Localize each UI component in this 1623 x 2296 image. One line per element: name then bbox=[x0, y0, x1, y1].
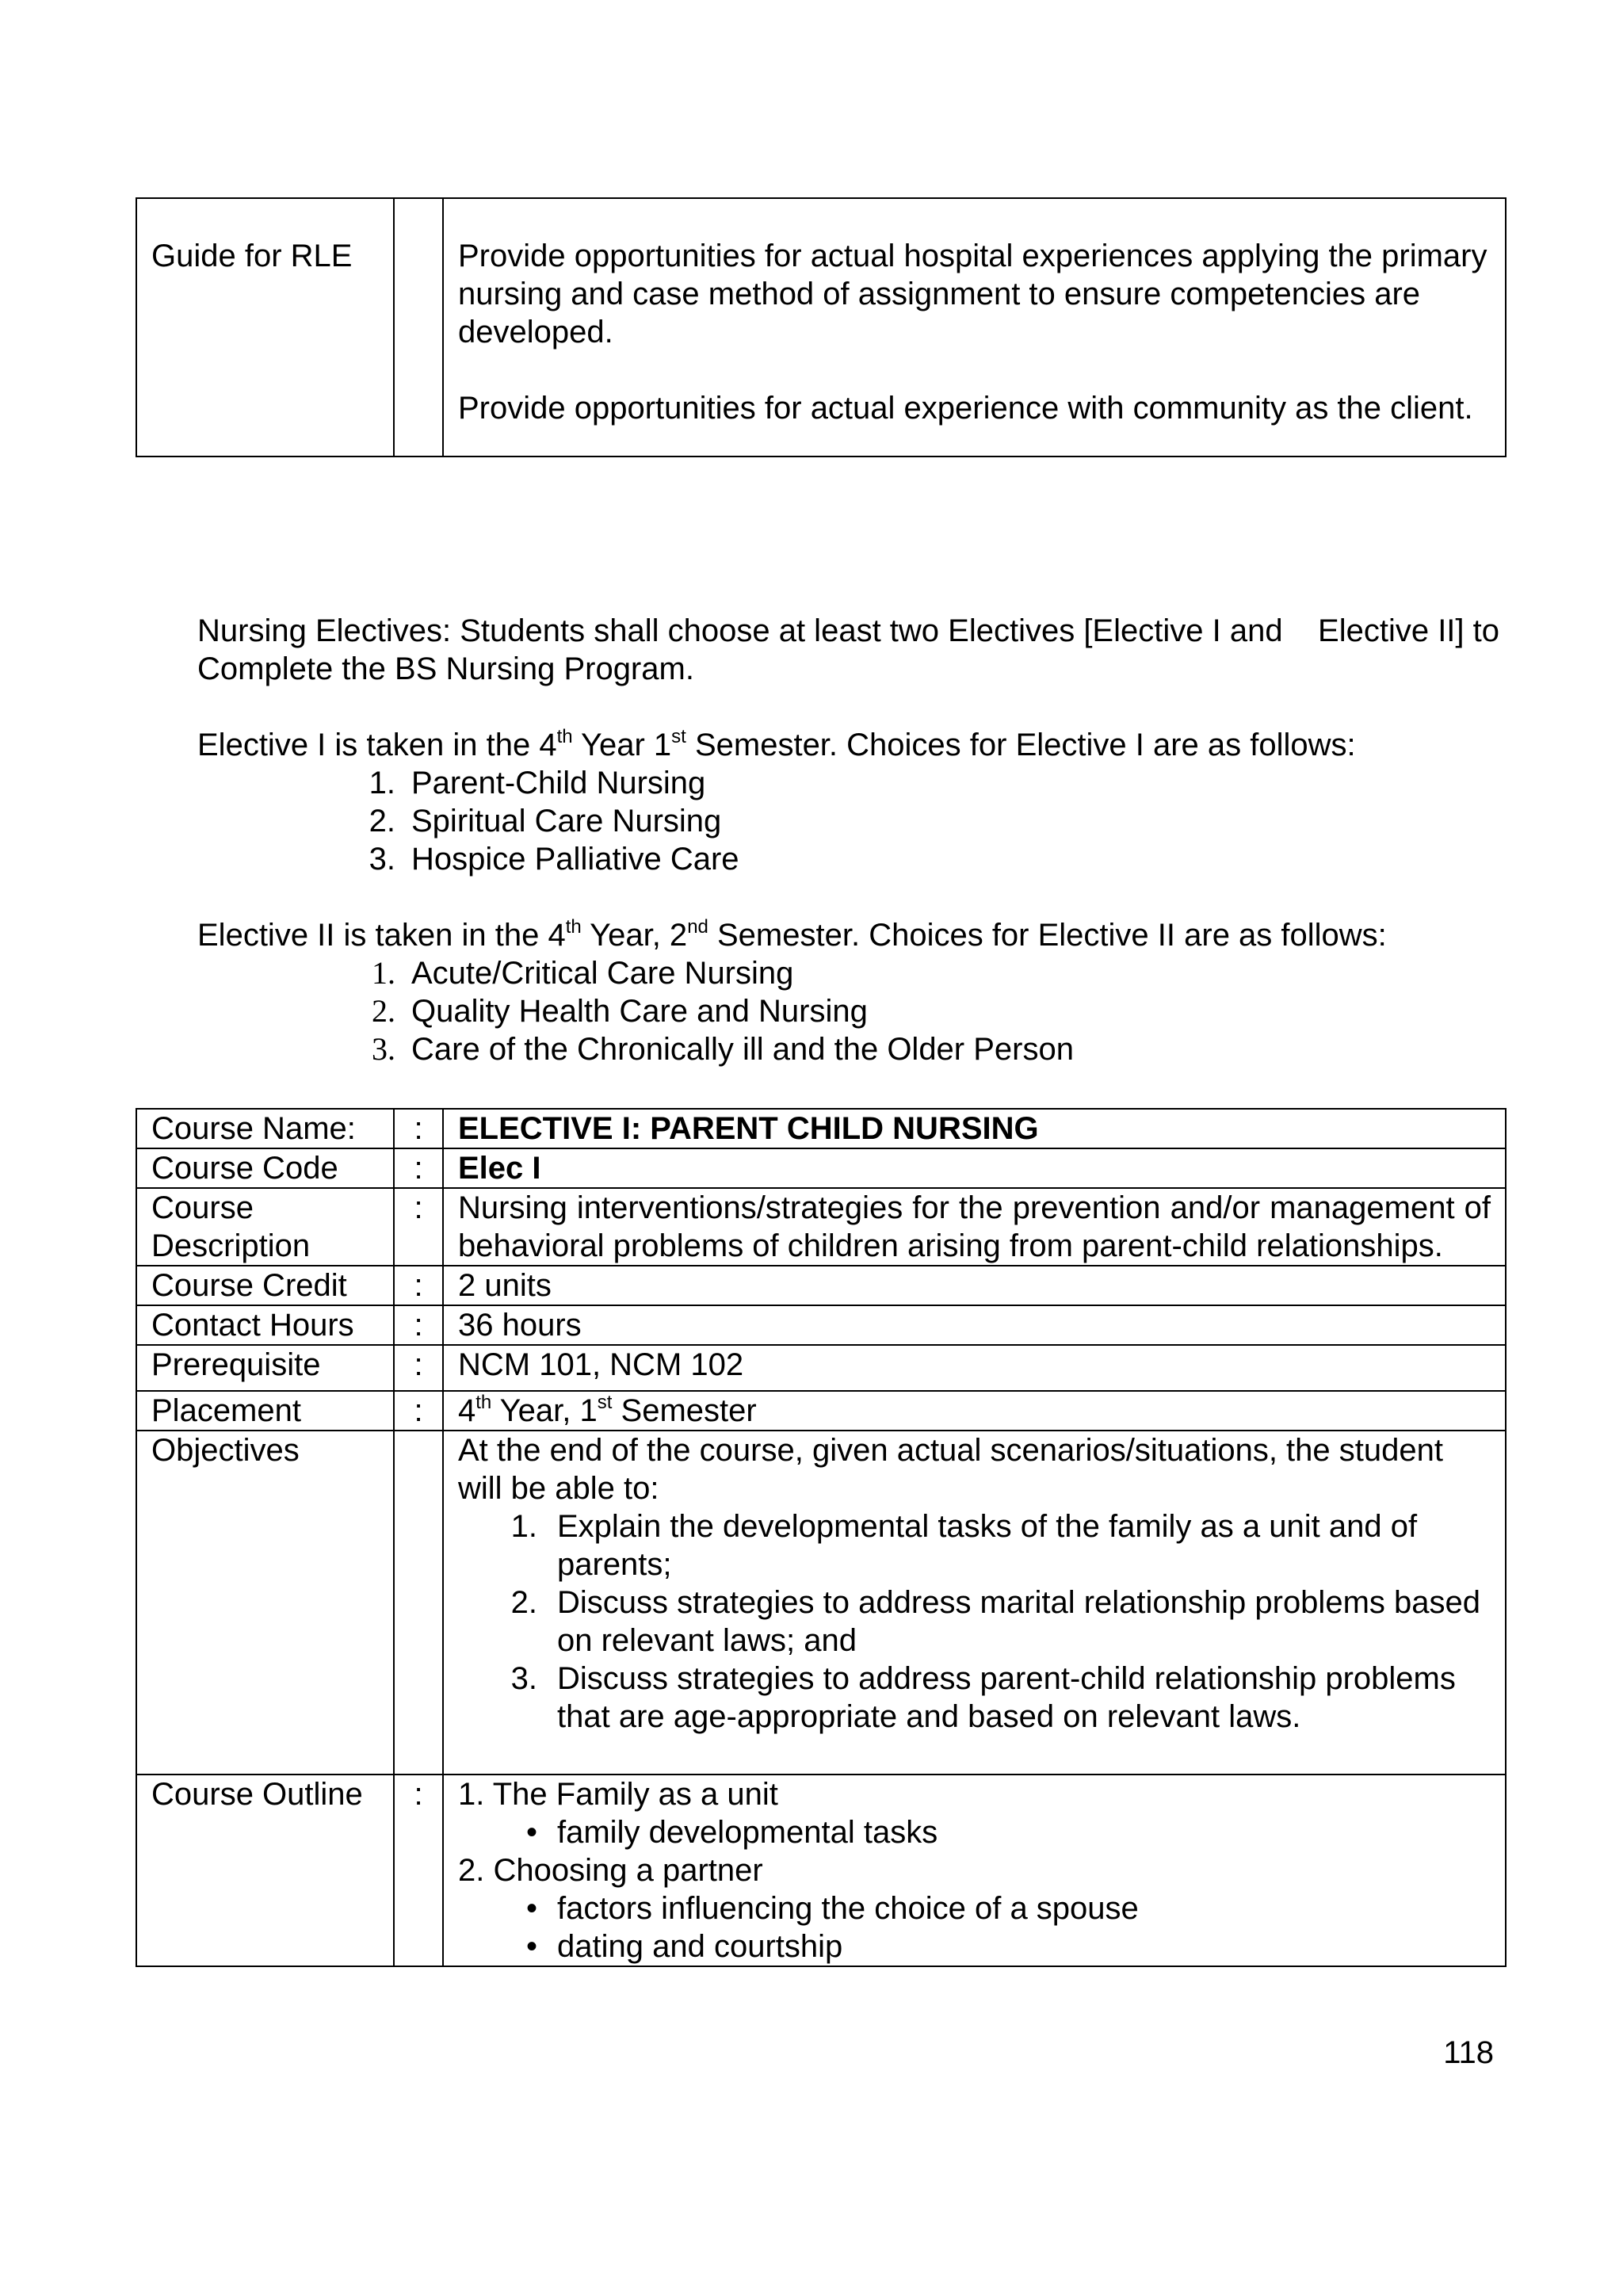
outline-item: dating and courtship bbox=[557, 1929, 843, 1964]
objective-text: Discuss strategies to address parent-child relationship problems that are age-appropriate and based on relevant laws. bbox=[557, 1661, 1456, 1734]
objective-text: Discuss strategies to address marital relationship problems based on relevant laws; and bbox=[557, 1585, 1480, 1658]
colon-cell: : bbox=[394, 1345, 443, 1391]
elective-1-heading-pre: Elective I is taken in the 4 bbox=[197, 728, 557, 762]
prerequisite-label: Prerequisite bbox=[136, 1345, 394, 1391]
outline-item: factors influencing the choice of a spouse bbox=[557, 1891, 1139, 1926]
bullet-icon: • bbox=[525, 1929, 537, 1964]
electives-section bbox=[197, 612, 1513, 1068]
list-item bbox=[348, 1030, 1513, 1068]
list-item bbox=[458, 1660, 1491, 1736]
list-item bbox=[348, 802, 1513, 840]
objectives-label: Objectives bbox=[136, 1431, 394, 1775]
rle-row bbox=[136, 198, 1506, 457]
empty-separator-cell bbox=[394, 1431, 443, 1775]
elective-2-heading-pre: Elective II is taken in the 4 bbox=[197, 918, 566, 953]
rle-separator-cell bbox=[394, 198, 443, 457]
list-number: 2. bbox=[372, 993, 395, 1029]
elective-1-sup-th: th bbox=[556, 725, 573, 747]
electives-intro: Nursing Electives: Students shall choose at least two Electives [Elective I and Elective II] to Complete the BS Nursing Program. bbox=[197, 613, 1500, 686]
rle-label: Guide for RLE bbox=[136, 198, 394, 457]
prerequisite-value: NCM 101, NCM 102 bbox=[443, 1345, 1506, 1391]
course-outline-value bbox=[443, 1775, 1506, 1966]
list-item-label: Hospice Palliative Care bbox=[411, 842, 739, 877]
list-number: 2. bbox=[369, 804, 395, 839]
course-outline-label: Course Outline bbox=[136, 1775, 394, 1966]
colon-cell: : bbox=[394, 1391, 443, 1431]
elective-2-sup-th: th bbox=[565, 915, 582, 938]
elective-1-heading-post: Semester. Choices for Elective I are as follows: bbox=[685, 728, 1356, 762]
placement-value bbox=[443, 1391, 1506, 1431]
table-row bbox=[136, 1775, 1506, 1966]
list-item bbox=[348, 764, 1513, 802]
elective-2-heading-mid: Year, 2 bbox=[581, 918, 688, 953]
list-number: 3. bbox=[369, 842, 395, 877]
colon-cell: : bbox=[394, 1148, 443, 1188]
table-row bbox=[136, 1431, 1506, 1775]
list-item bbox=[458, 1927, 1491, 1966]
placement-year: 4 bbox=[458, 1393, 476, 1428]
placement-sup-st: st bbox=[597, 1391, 613, 1413]
outline-list bbox=[458, 1889, 1491, 1966]
placement-semester: Semester bbox=[612, 1393, 757, 1428]
bullet-icon: • bbox=[525, 1891, 537, 1926]
list-item bbox=[458, 1507, 1491, 1584]
list-item-label: Spiritual Care Nursing bbox=[411, 804, 722, 839]
table-row bbox=[136, 1109, 1506, 1148]
course-name-label: Course Name: bbox=[136, 1109, 394, 1148]
list-item bbox=[458, 1584, 1491, 1660]
list-item bbox=[348, 954, 1513, 992]
placement-label: Placement bbox=[136, 1391, 394, 1431]
list-item-label: Quality Health Care and Nursing bbox=[411, 994, 868, 1029]
elective-1-sup-st: st bbox=[671, 725, 686, 747]
course-credit-value: 2 units bbox=[443, 1266, 1506, 1305]
outline-item: family developmental tasks bbox=[557, 1815, 938, 1850]
elective-2-sup-nd: nd bbox=[687, 915, 708, 938]
course-code-label: Course Code bbox=[136, 1148, 394, 1188]
course-table bbox=[136, 1108, 1507, 1967]
colon-cell: : bbox=[394, 1305, 443, 1345]
colon-cell: : bbox=[394, 1266, 443, 1305]
list-number: 2. bbox=[510, 1585, 537, 1620]
list-item bbox=[348, 992, 1513, 1030]
table-row bbox=[136, 1345, 1506, 1391]
placement-sup-th: th bbox=[475, 1391, 492, 1413]
objective-text: Explain the developmental tasks of the family as a unit and of parents; bbox=[557, 1509, 1418, 1582]
list-item-label: Acute/Critical Care Nursing bbox=[411, 956, 794, 991]
elective-2-choices bbox=[197, 954, 1513, 1068]
contact-hours-label: Contact Hours bbox=[136, 1305, 394, 1345]
placement-mid: Year, 1 bbox=[491, 1393, 598, 1428]
rle-content bbox=[443, 198, 1506, 457]
list-item-label: Care of the Chronically ill and the Older Person bbox=[411, 1032, 1074, 1067]
outline-heading: 2. Choosing a partner bbox=[458, 1853, 763, 1888]
course-credit-label: Course Credit bbox=[136, 1266, 394, 1305]
course-description-label: Course Description bbox=[136, 1188, 394, 1266]
list-item bbox=[348, 840, 1513, 878]
table-row bbox=[136, 1305, 1506, 1345]
list-number: 1. bbox=[369, 766, 395, 800]
page-number: 118 bbox=[1443, 2035, 1494, 2070]
course-description-value: Nursing interventions/strategies for the prevention and/or management of behavioral problems of children arising from parent-child relationships. bbox=[443, 1188, 1506, 1266]
list-number: 1. bbox=[372, 955, 395, 991]
outline-heading: 1. The Family as a unit bbox=[458, 1777, 778, 1812]
list-item bbox=[458, 1889, 1491, 1927]
colon-cell: : bbox=[394, 1775, 443, 1966]
rle-table bbox=[136, 197, 1507, 457]
table-row bbox=[136, 1188, 1506, 1266]
course-name-value: ELECTIVE I: PARENT CHILD NURSING bbox=[443, 1109, 1506, 1148]
colon-cell: : bbox=[394, 1188, 443, 1266]
elective-1-heading-mid: Year 1 bbox=[572, 728, 672, 762]
table-row bbox=[136, 1148, 1506, 1188]
list-number: 3. bbox=[372, 1031, 395, 1067]
list-item bbox=[458, 1813, 1491, 1851]
list-number: 1. bbox=[510, 1509, 537, 1544]
outline-list bbox=[458, 1813, 1491, 1851]
elective-2-heading bbox=[197, 916, 1513, 954]
bullet-icon: • bbox=[525, 1815, 537, 1850]
objectives-intro: At the end of the course, given actual scenarios/situations, the student will be able to: bbox=[458, 1433, 1443, 1506]
objectives-value bbox=[443, 1431, 1506, 1775]
course-code-value: Elec I bbox=[443, 1148, 1506, 1188]
list-number: 3. bbox=[510, 1661, 537, 1696]
elective-1-choices bbox=[197, 764, 1513, 878]
colon-cell: : bbox=[394, 1109, 443, 1148]
rle-paragraph-1: Provide opportunities for actual hospital experiences applying the primary nursing and case method of assignment to ensure competencies are developed. bbox=[458, 239, 1487, 350]
elective-1-heading bbox=[197, 726, 1513, 764]
list-item-label: Parent-Child Nursing bbox=[411, 766, 706, 800]
table-row bbox=[136, 1266, 1506, 1305]
objectives-list bbox=[458, 1507, 1491, 1736]
contact-hours-value: 36 hours bbox=[443, 1305, 1506, 1345]
table-row bbox=[136, 1391, 1506, 1431]
rle-paragraph-2: Provide opportunities for actual experience with community as the client. bbox=[458, 391, 1473, 426]
elective-2-heading-post: Semester. Choices for Elective II are as follows: bbox=[708, 918, 1387, 953]
